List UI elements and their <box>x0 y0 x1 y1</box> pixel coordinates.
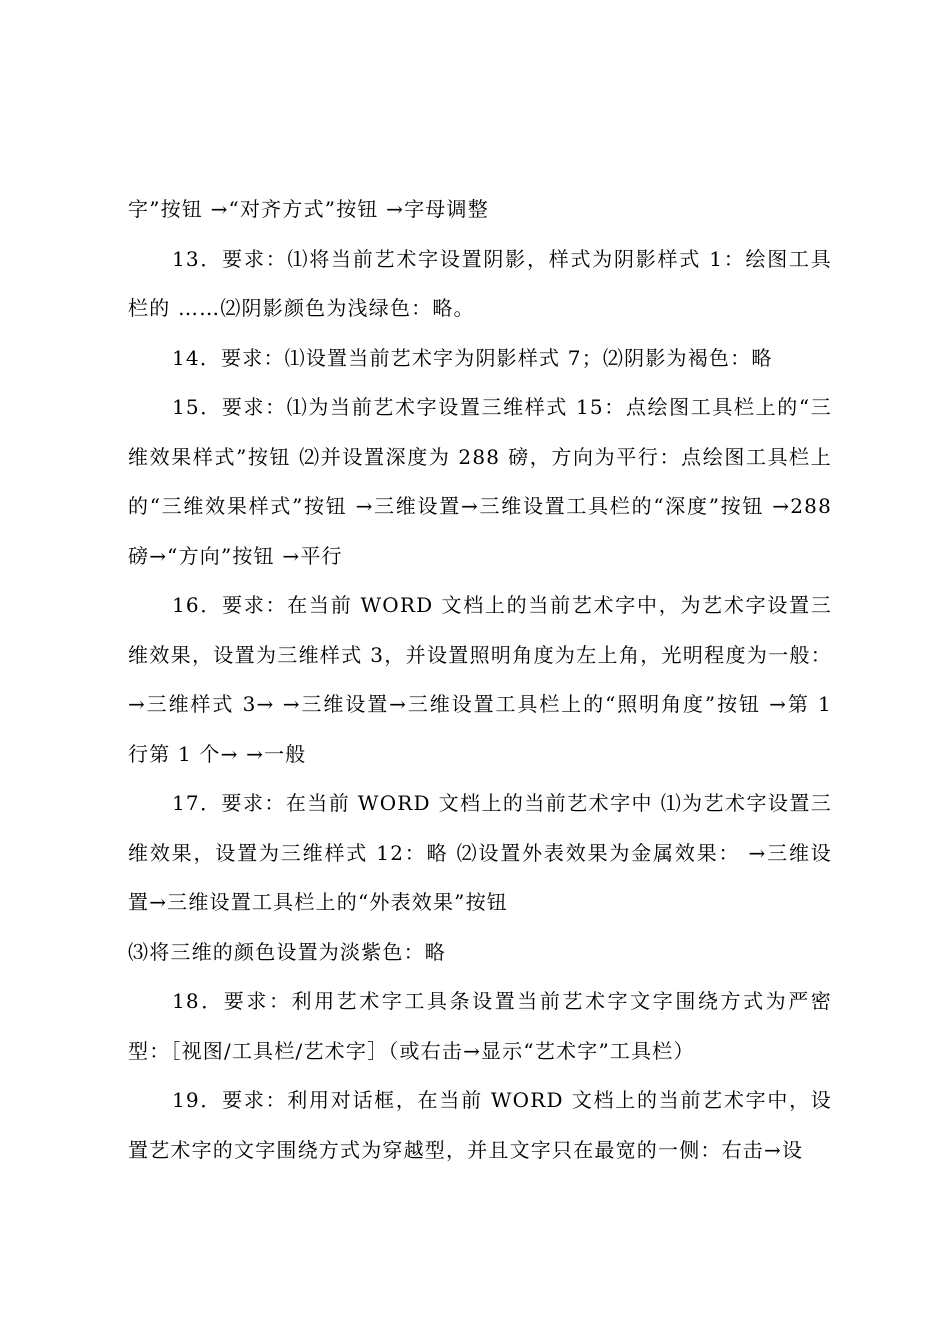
paragraph-item-15: 15．要求：⑴为当前艺术字设置三维样式 15：点绘图工具栏上的“三维效果样式”按钮 ⑵并设置深度为 288 磅，方向为平行：点绘图工具栏上的“三维效果样式”按钮 →三维设置→三维设置工具栏的“深度”按钮 →288 磅→“方向”按钮 →平行 <box>128 395 832 568</box>
paragraph-item-17-sub: ⑶将三维的颜色设置为淡紫色：略 <box>128 939 446 964</box>
paragraph-item-19: 19．要求：利用对话框，在当前 WORD 文档上的当前艺术字中，设置艺术字的文字围绕方式为穿越型，并且文字只在最宽的一侧：右击→设 <box>128 1088 832 1162</box>
document-body <box>128 185 832 1175</box>
paragraph-item-13: 13．要求：⑴将当前艺术字设置阴影，样式为阴影样式 1：绘图工具栏的 ……⑵阴影颜色为浅绿色：略。 <box>128 246 832 320</box>
paragraph-item-16: 16．要求：在当前 WORD 文档上的当前艺术字中，为艺术字设置三维效果，设置为三维样式 3，并设置照明角度为左上角，光明程度为一般： →三维样式 3→ →三维设置→三维设置工具栏上的“照明角度”按钮 →第 1 行第 1 个→ →一般 <box>128 593 832 766</box>
paragraph-item-17: 17．要求：在当前 WORD 文档上的当前艺术字中 ⑴为艺术字设置三维效果，设置为三维样式 12：略 ⑵设置外表效果为金属效果： →三维设置→三维设置工具栏上的“外表效果”按钮 <box>128 791 832 914</box>
paragraph-item-14: 14．要求：⑴设置当前艺术字为阴影样式 7；⑵阴影为褐色：略 <box>172 345 773 370</box>
paragraph-item-18: 18．要求：利用艺术字工具条设置当前艺术字文字围绕方式为严密型：［视图/工具栏/艺术字］（或右击→显示“艺术字”工具栏） <box>128 989 832 1063</box>
paragraph-continuation: 字”按钮 →“对齐方式”按钮 →字母调整 <box>128 197 489 221</box>
